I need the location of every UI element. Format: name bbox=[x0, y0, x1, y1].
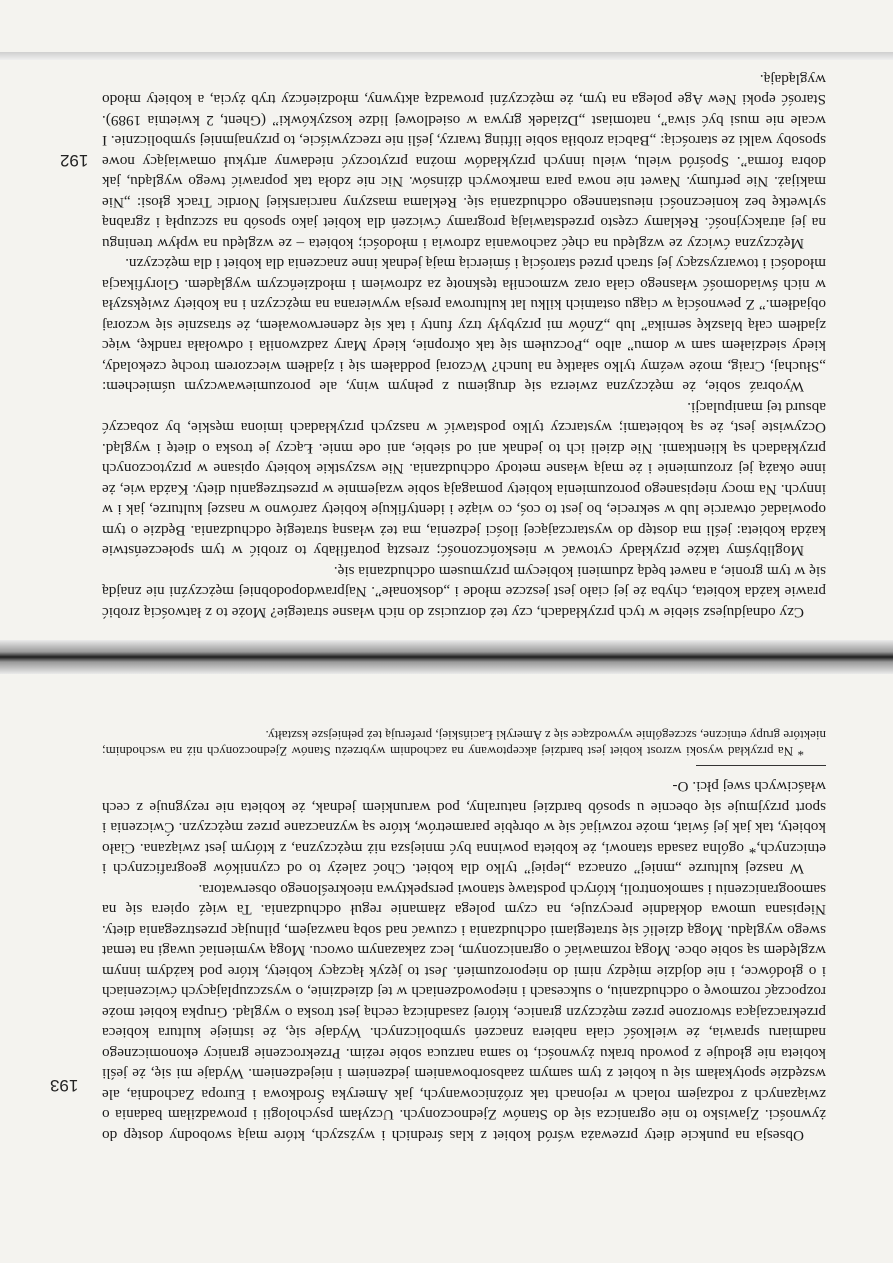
scan-edge bbox=[0, 52, 893, 60]
paragraph: Czy odnajdujesz siebie w tych przykładach, czy też dorzucisz do nich własne strategie? Może to z łatwością zrobić prawie każda kobieta, chyba że jej ciało jest jeszcze młode i „doskonałe”. Najprawdopodobniej mężczyźni nie znajdą się w tym gronie, a nawet będą zdumieni kobiecym przymusem odchudzania się. bbox=[102, 563, 826, 621]
paragraph: Wyobraź sobie, że mężczyzna zwierza się drugiemu z pełnym winy, ale porozumiewawczym uśmiechem: „Słuchaj, Craig, może weźmy tylko sałatkę na lunch? Wczoraj poddałem się i zjadłem wieczorem trochę czekolady, kiedy siedziałem sam w domu” albo „Poczułem się tak okropnie, kiedy Mary zadzwoniła i odwołała randkę, więc zjadłem całą blaszkę sernika” lub „Znów mi przybyły trzy funty i tak się zdenerwowałem, że strasznie się wczoraj objadłem.” Z pewnością w ciągu ostatnich kilku lat kulturowa presja wywierana na mężczyzn i na kobiety zwiększyła w nich świadomość własnego ciała oraz wzmocniła tęsknotę za zdrowiem i młodzieńczym wyglądem. Gloryfikacja młodości i towarzyszący jej strach przed starością i śmiercią mają jednak inne znaczenia dla kobiet i dla mężczyzn. bbox=[102, 255, 826, 396]
page-number: 193 bbox=[50, 1076, 79, 1095]
page-193-text bbox=[102, 695, 826, 1145]
paragraph: Moglibyśmy także przykłady cytować w nieskończoność; zresztą potrafiłaby to zrobić w tym społeczeństwie każda kobieta: jeśli ma dostęp do wystarczającej ilości jedzenia, ma też własną strategię odchudzania. Będzie o tym opowiadać otwarcie lub w sekrecie, bo jest to coś, co wiąże i identyfikuje kobiety zarówno w naszej kulturze, jak i w innych. Na mocy niepisanego porozumienia kobiety pomagają sobie wzajemnie w przestrzeganiu diety. Każda wie, że inne okażą jej zrozumienie i że mają własne metody odchudzania. Nie wszystkie kobiety opisane w przytoczonych przykładach są klientkami. Nie dzieli ich to jednak ani od siebie, ani ode mnie. Łączy je troska o dietę i wygląd. Oczywiste jest, że są kobietami; wystarczy tylko podstawić w naszych przykładach imiona męskie, by zobaczyć absurd tej manipulacji. bbox=[102, 399, 826, 560]
paragraph: Mężczyzna ćwiczy ze względu na chęć zachowania zdrowia i młodości; kobieta – ze względu na wpływ treningu na jej atrakcyjność. Reklamy często przedstawiają programy ćwiczeń dla kobiet jako sposób na szczupłą i zgrabną sylwetkę bez konieczności nieustannego odchudzania się. Reklama maszyny narciarskiej Nordic Track głosi: „Nie makijaż. Nie perfumy. Nawet nie nowa para markowych dżinsów. Nic nie zdoła tak poprawić twego wyglądu, jak dobra forma”. Spośród wielu, wielu innych przykładów można przytoczyć niedawny artykuł omawiający nowe sposoby walki ze starością: „Babcia zrobiła sobie lifting twarzy, jeśli nie rzeczywiście, to przynajmniej symbolicznie. I wcale nie musi być siwa”, natomiast „Dziadek grywa w osiedlowej lidze koszykówki” (Ghent, 2 kwietnia 1989). Starość epoki New Age polega na tym, że mężczyźni prowadzą aktywny, młodzieńczy tryb życia, a kobiety młodo wyglądają. bbox=[102, 71, 826, 252]
page-192-text bbox=[102, 71, 826, 622]
footnote-rule bbox=[696, 765, 826, 766]
book-gutter bbox=[0, 640, 893, 674]
paragraph: W naszej kulturze „mniej” oznacza „lepiej” tylko dla kobiet. Choć zależy to od czynników geograficznych i etnicznych,* ogólna zasada stanowi, że kobieta powinna być mniejsza niż mężczyzna, z którym jest związana. Ciało kobiety, tak jak jej świat, może rozwijać się w obrębie parametrów, które są wyznaczane przez mężczyzn. Ćwiczenia i sport przyjmuje się obecnie u sposób bardziej naturalny, pod warunkiem jednak, że kobieta nie rezygnuje z cech właściwych swej płci. O- bbox=[102, 778, 826, 878]
footnote: * Na przykład wysoki wzrost kobiet jest bardziej akceptowany na zachodnim wybrzeżu Stanów Zjednoczonych niż na wschodnim; niektóre grupy etniczne, szczególnie wywodzące się z Ameryki Łacińskiej, preferują też pełniejsze kształty. bbox=[102, 728, 826, 759]
page-number: 192 bbox=[60, 151, 89, 170]
paragraph: Obsesja na punkcie diety przeważa wśród kobiet z klas średnich i wyższych, które mają swobodny dostęp do żywności. Zjawisko to nie ogranicza się do Stanów Zjednoczonych. Uczyłam psychologii i prowadziłam badania o związanych z rodzajem rolach w rejonach tak zróżnicowanych, jak Ameryka Środkowa i Europa Zachodnia, ale wszędzie spotykałam się u kobiet z tym samym zaabsorbowaniem jedzeniem i niejedzeniem. Wydaje mi się, że jeśli kobieta nie głoduje z powodu braku żywności, to sama narzuca sobie reżim. Przekroczenie granicy ekonomicznego nadmiaru sprawia, że wielkość ciała nabiera znaczeń symbolicznych. Wydaje się, że istnieje kultura kobieca przekraczająca stworzone przez mężczyzn granice, której zasadniczą cechą jest troska o wygląd. Grupka kobiet może rozpocząć rozmowę o odchudzaniu, o sukcesach i niepowodzeniach w tej dziedzinie, o wyszczuplających ćwiczeniach i o głodówce, i nie dojdzie między nimi do nieporozumień. Jest to język łączący kobiety, które pod każdym innym względem są sobie obce. Mogą rozmawiać o ograniczonym, lecz zakazanym owocu. Mogą wymieniać uwagi na temat swego wyglądu. Mogą dzielić się strategiami odchudzania i czuwać nad sobą nawzajem, pilnując przestrzegania diety. Niepisana umowa dokładnie precyzuje, na czym polega złamanie reguł odchudzania. Ta więź opiera się na samoograniczeniu i samokontroli, których podstawę stanowi perspektywa nieokreślonego obserwatora. bbox=[102, 881, 826, 1144]
